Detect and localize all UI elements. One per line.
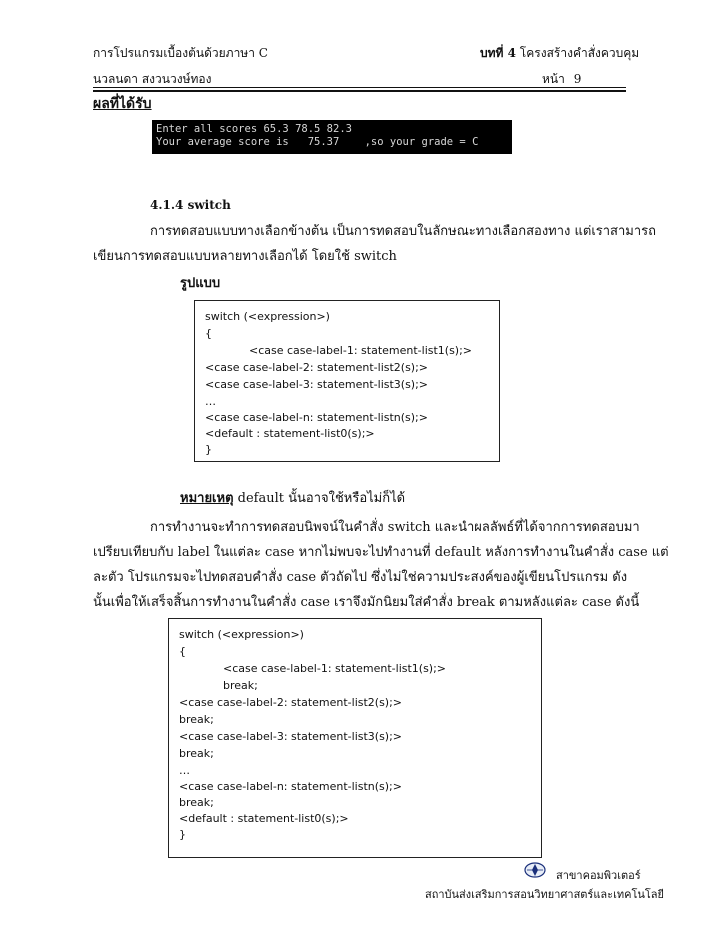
code-line: <case case-label-3: statement-list3(s);> bbox=[179, 730, 403, 743]
code-line: <case case-label-2: statement-list2(s);> bbox=[205, 361, 429, 374]
code-line: break; bbox=[179, 796, 214, 809]
note-text: default นั้นอาจใช้หรือไม่ก็ได้ bbox=[233, 491, 406, 506]
paragraph-line: นั้นเพื่อให้เสร็จสิ้นการทำงานในคำสั่ง case เราจึงมักนิยมใส่คำสั่ง break ตามหลังแต่ละ case ดังนี้ bbox=[93, 595, 640, 610]
course-title: การโปรแกรมเบื้องต้นด้วยภาษา C bbox=[93, 46, 268, 60]
note bbox=[180, 487, 405, 508]
note-label: หมายเหตุ bbox=[180, 491, 234, 506]
code-line: break; bbox=[179, 747, 214, 760]
code-line: … bbox=[179, 764, 190, 777]
code-line: { bbox=[179, 645, 186, 658]
page-label: หน้า bbox=[542, 72, 565, 86]
footer-department: สาขาคอมพิวเตอร์ bbox=[556, 869, 641, 882]
console-output bbox=[152, 120, 512, 154]
console-line: Enter all scores 65.3 78.5 82.3 bbox=[156, 123, 352, 135]
paragraph-line: การทดสอบแบบทางเลือกข้างต้น เป็นการทดสอบในลักษณะทางเลือกสองทาง แต่เราสามารถ bbox=[150, 224, 657, 239]
page-number: 9 bbox=[573, 72, 582, 86]
code-block-with-break bbox=[168, 618, 542, 858]
code-line: <case case-label-n: statement-listn(s);> bbox=[205, 411, 428, 424]
paragraph-line: ละตัว โปรแกรมจะไปทดสอบคำสั่ง case ตัวถัดไป ซึ่งไม่ใช่ความประสงค์ของผู้เขียนโปรแกรม ดัง bbox=[93, 570, 628, 585]
author-name: นวลนดา สงวนวงษ์ทอง bbox=[93, 72, 212, 86]
code-line: <default : statement-list0(s);> bbox=[179, 812, 349, 825]
code-line: { bbox=[205, 327, 212, 340]
console-line: Your average score is 75.37 ,so your grade = C bbox=[156, 136, 479, 148]
header-rule-thin bbox=[93, 87, 626, 88]
code-line: <case case-label-1: statement-list1(s);> bbox=[223, 662, 447, 675]
code-line: switch (<expression>) bbox=[205, 310, 330, 323]
code-line: } bbox=[179, 828, 186, 841]
footer-institute: สถาบันส่งเสริมการสอนวิทยาศาสตร์และเทคโนโลยี bbox=[425, 888, 664, 901]
institute-logo-icon bbox=[524, 862, 546, 878]
header-rule-thick bbox=[93, 90, 626, 92]
paragraph-line: การทำงานจะทำการทดสอบนิพจน์ในคำสั่ง switch และนำผลลัพธ์ที่ได้จากการทดสอบมา bbox=[150, 520, 640, 535]
code-line: <default : statement-list0(s);> bbox=[205, 427, 375, 440]
code-line: <case case-label-2: statement-list2(s);> bbox=[179, 696, 403, 709]
paragraph-line: เขียนการทดสอบแบบหลายทางเลือกได้ โดยใช้ switch bbox=[93, 249, 397, 264]
code-line: } bbox=[205, 443, 212, 456]
result-title: ผลที่ได้รับ bbox=[93, 96, 152, 112]
paragraph-line: เปรียบเทียบกับ label ในแต่ละ case หากไม่พบจะไปทำงานที่ default หลังการทำงานในคำสั่ง case แต่ bbox=[93, 545, 669, 560]
code-block-syntax bbox=[194, 300, 500, 462]
format-label: รูปแบบ bbox=[180, 276, 221, 291]
code-line: <case case-label-1: statement-list1(s);> bbox=[249, 344, 473, 357]
section-heading: 4.1.4 switch bbox=[150, 198, 231, 212]
chapter-label: บทที่ 4 bbox=[480, 46, 516, 60]
code-line: break; bbox=[179, 713, 214, 726]
code-line: switch (<expression>) bbox=[179, 628, 304, 641]
code-line: break; bbox=[223, 679, 258, 692]
code-line: … bbox=[205, 395, 216, 408]
code-line: <case case-label-3: statement-list3(s);> bbox=[205, 378, 429, 391]
chapter-heading bbox=[480, 44, 639, 63]
chapter-title: โครงสร้างคำสั่งควบคุม bbox=[519, 46, 640, 60]
code-line: <case case-label-n: statement-listn(s);> bbox=[179, 780, 402, 793]
